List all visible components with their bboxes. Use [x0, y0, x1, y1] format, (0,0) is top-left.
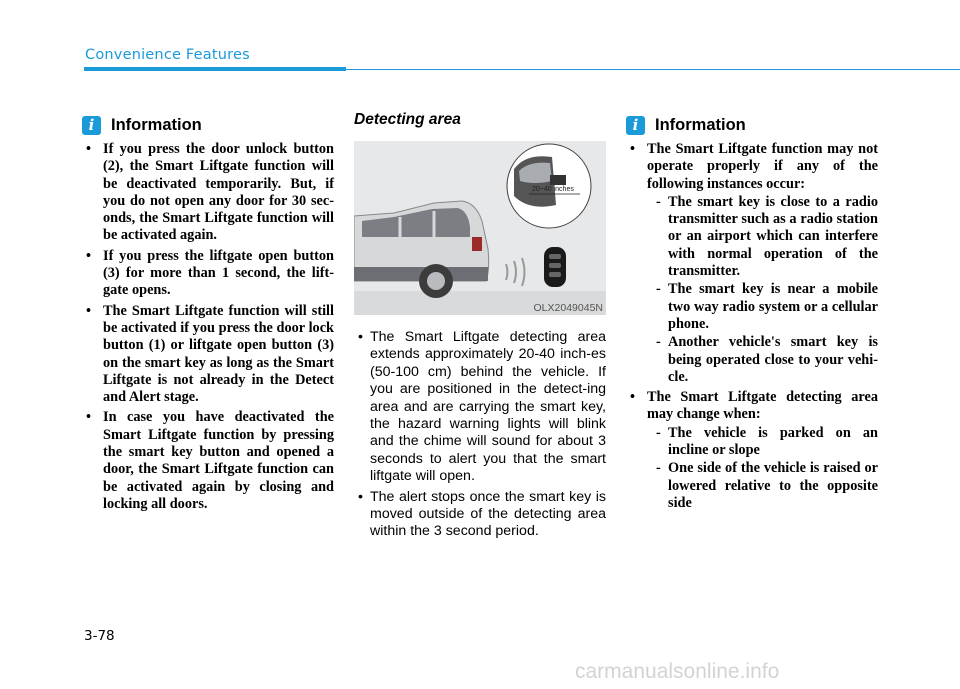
info-title: Information [655, 115, 746, 134]
sub-list-item: - The smart key is near a mobile two way radio system or a cellular phone. [647, 281, 878, 333]
detecting-area-figure [354, 141, 606, 315]
detecting-list [354, 329, 606, 541]
detecting-area-section [354, 112, 606, 544]
vehicle-illustration [354, 141, 606, 315]
header-rule-thin [346, 69, 960, 70]
left-information-box [82, 112, 334, 516]
section-title: Convenience Features [85, 47, 250, 63]
header-rule-thick [84, 67, 346, 71]
list-item-text: The Smart Liftgate function may not operate properly if any of the following instances occur: [647, 141, 878, 192]
info-list [82, 141, 334, 513]
list-item: • If you press the door unlock button (2), the Smart Liftgate function will be deactivated temporarily. But, if you do not open any door for 30 sec-onds, the Smart Liftgate function will be activated again. [82, 141, 334, 245]
list-item [626, 389, 878, 512]
detecting-area-heading: Detecting area [354, 111, 461, 128]
list-item: • The Smart Liftgate detecting area extends approximately 20-40 inch-es (50-100 cm) behind the vehicle. If you are positioned in the detect-ing area and are carrying the smart key, the hazard warning lights will blink and the chime will sound for about 3 seconds to alert you that the smart liftgate will open. [354, 329, 606, 486]
sub-list [647, 425, 878, 512]
right-information-box [626, 112, 878, 515]
sub-list-item: - The vehicle is parked on an incline or slope [647, 425, 878, 460]
sub-list-item: - The smart key is close to a radio transmitter such as a radio station or an airport which can interfere with normal operation of the transmitter. [647, 194, 878, 280]
list-item: • In case you have deactivated the Smart Liftgate function by pressing the smart key button and opened a door, the Smart Liftgate function can be activated again by closing and locking all doors. [82, 409, 334, 513]
list-item: • The Smart Liftgate function will still be activated if you press the door lock button (1) or liftgate open button (3) on the smart key as long as the Smart Liftgate is not already in the Detect and Alert stage. [82, 303, 334, 407]
info-icon: i [82, 116, 101, 135]
list-item [626, 141, 878, 386]
sub-list-item: - One side of the vehicle is raised or lowered relative to the opposite side [647, 460, 878, 512]
info-icon: i [626, 116, 645, 135]
page-number: 3-78 [84, 628, 115, 644]
sub-list-item: - Another vehicle's smart key is being operated close to your vehi-cle. [647, 334, 878, 386]
figure-code: OLX2049045N [533, 302, 603, 314]
range-label: 20~40 inches [532, 186, 574, 193]
sub-list [647, 194, 878, 386]
list-item: • If you press the liftgate open button (3) for more than 1 second, the lift-gate opens. [82, 248, 334, 300]
list-item-text: The Smart Liftgate detecting area may change when: [647, 389, 878, 423]
info-title: Information [111, 115, 202, 134]
watermark: carmanualsonline.info [575, 660, 780, 683]
list-item: • The alert stops once the smart key is moved outside of the detecting area within the 3 second period. [354, 489, 606, 541]
info-header [82, 112, 334, 138]
info-list [626, 141, 878, 512]
info-header [626, 112, 878, 138]
